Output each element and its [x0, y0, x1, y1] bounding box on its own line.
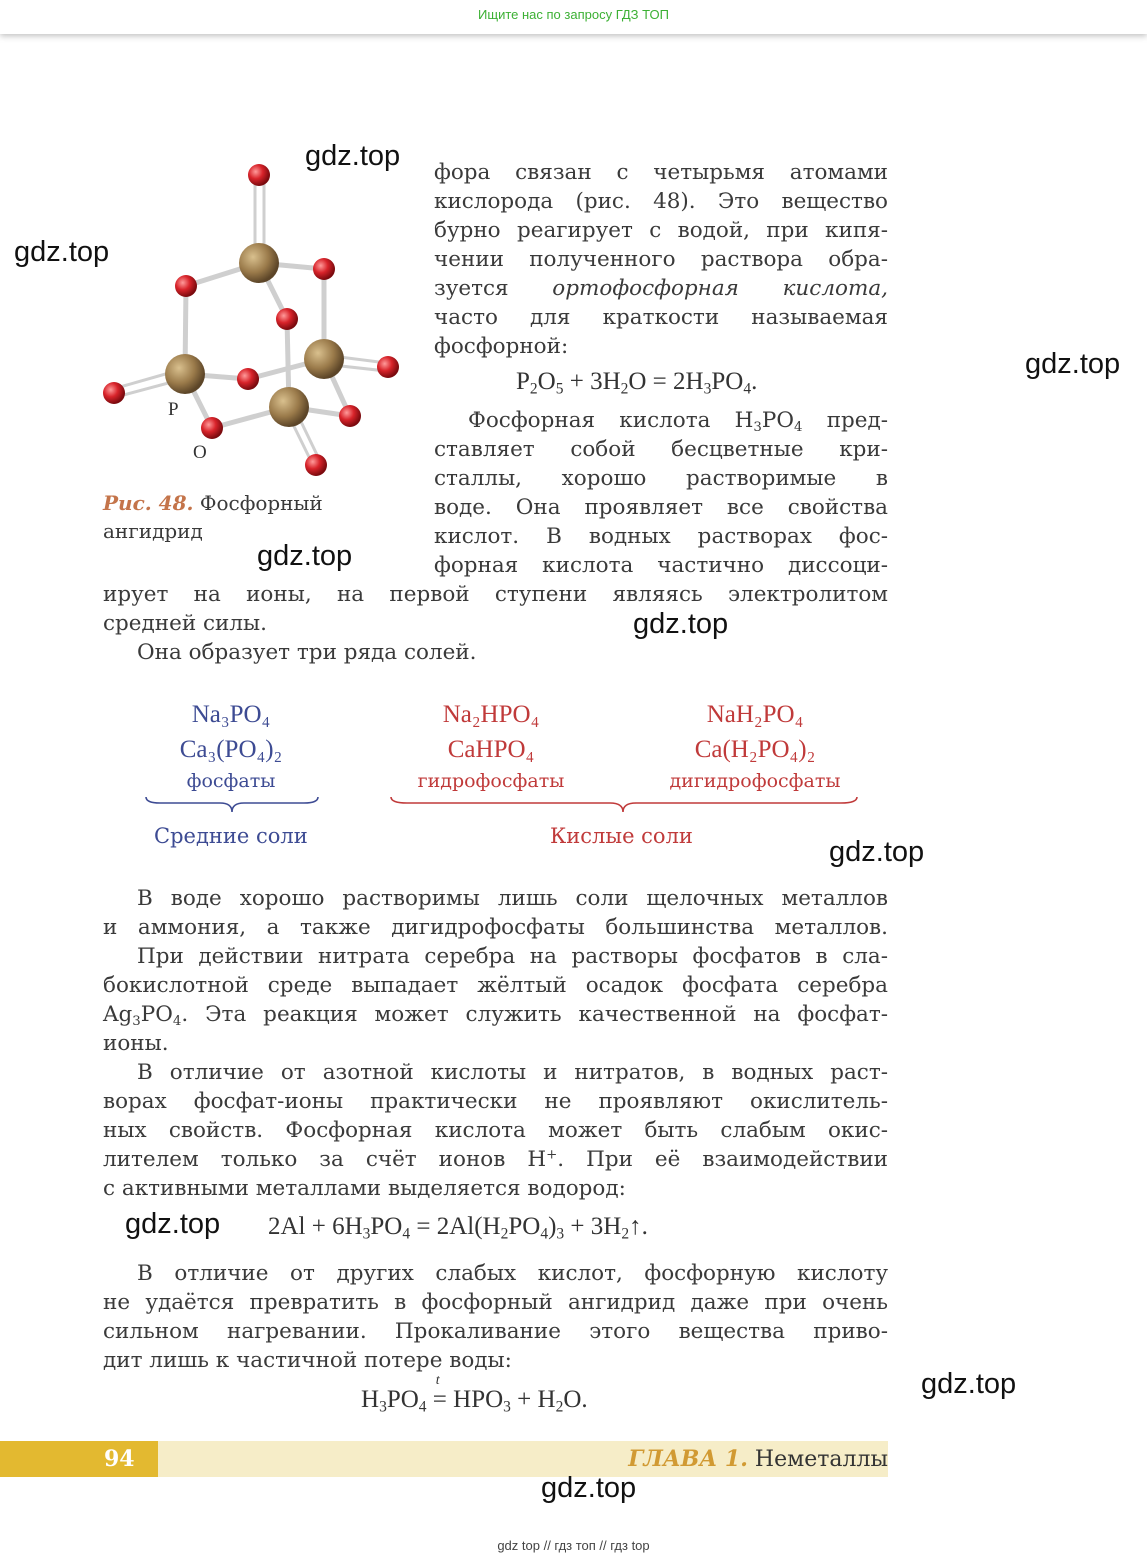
chapter-title: Неметаллы [754, 1447, 888, 1472]
text-line: зуется ортофосфорная кислота, [434, 276, 888, 301]
caption-line1: Фосфорный [199, 491, 323, 515]
chapter-label: ГЛАВА 1. [628, 1446, 748, 1472]
paragraph-1 [434, 158, 888, 361]
oxygen-atom [248, 164, 270, 186]
text-line: ставляет собой бесцветные кри- [434, 437, 888, 462]
text-line: Она образует три ряда солей. [137, 640, 477, 665]
text-line: $Ag_3PO_4$. Эта реакция может служить качественной на фосфат- [103, 1002, 888, 1029]
text-line: средней силы. [103, 611, 267, 636]
watermark: gdz.top [257, 540, 353, 572]
text-line: В воде хорошо растворимы лишь соли щелочных металлов [137, 886, 888, 911]
paragraph-2-cont [103, 580, 888, 667]
text-line: сталлы, хорошо растворимые в [434, 466, 888, 491]
text-line: В отличие от других слабых кислот, фосфорную кислоту [137, 1261, 888, 1286]
text-line: бокислотной среде выпадает жёлтый осадок фосфата серебра [103, 973, 888, 998]
oxygen-atom [313, 258, 335, 280]
text-line: бурно реагирует с водой, при кипя- [434, 218, 888, 243]
text-line: воде. Она проявляет все свойства [434, 495, 888, 520]
text-line: лителем только за счёт ионов H+. При её взаимодействии [103, 1147, 888, 1172]
text-line: Фосфорная кислота $H_3PO_4$ пред- [468, 408, 889, 435]
footer-chapter [628, 1441, 888, 1477]
equation-aluminium: $2Al + 6H_3PO_4 = 2Al(H_2PO_4)_3$ + $3H_2↑$. [268, 1213, 648, 1243]
salt-dihydro [650, 697, 860, 795]
text-line: При действии нитрата серебра на растворы фосфатов в сла- [137, 944, 888, 969]
oxygen-atom [103, 382, 125, 404]
paragraph-4 [103, 884, 888, 1203]
top-banner [0, 0, 1147, 34]
salt-name: гидрофосфаты [417, 770, 565, 792]
equation-heating: $H_3PO_4$ = t $HPO_3 + H_2O$. [361, 1373, 588, 1416]
brace-acid [385, 794, 865, 816]
label-o: O [193, 442, 207, 463]
paragraph-2 [434, 406, 888, 580]
oxygen-atom [339, 405, 361, 427]
phosphorus-anhydride-figure [95, 150, 415, 490]
text-line: часто для краткости называемая [434, 305, 888, 330]
text-line: ворах фосфат-ионы практически не проявляют окислитель- [103, 1089, 888, 1114]
phosphorus-atom [269, 387, 309, 427]
watermark: gdz.top [541, 1472, 637, 1504]
text-line: фора связан с четырьмя атомами [434, 160, 888, 185]
oxygen-atom [237, 368, 259, 390]
group-acid-salts: Кислые соли [550, 824, 693, 848]
text-line: ирует на ионы, на первой ступени являясь электролитом [103, 582, 888, 607]
formula: NaH₂PO₄ [706, 701, 804, 728]
text-line: фосфорной: [434, 334, 569, 359]
salt-medium [146, 697, 316, 795]
text-line: ных свойств. Фосфорная кислота может быть слабым окис- [103, 1118, 888, 1143]
oxygen-atom [175, 275, 197, 297]
oxygen-atom [305, 454, 327, 476]
caption-line2: ангидрид [103, 519, 203, 543]
formula: Na₃PO₄ [191, 701, 271, 728]
oxygen-atom [201, 417, 223, 439]
text-line: кислорода (рис. 48). Это вещество [434, 189, 888, 214]
formula: Na₂HPO₄ [442, 701, 540, 728]
orthophosphoric-acid-term: ортофосфорная кислота, [552, 276, 888, 301]
oxygen-atom [377, 356, 399, 378]
text-line: ионы. [103, 1031, 169, 1056]
watermark: gdz.top [125, 1208, 221, 1240]
text-line: кислот. В водных растворах фос- [434, 524, 888, 549]
watermark: gdz.top [305, 140, 401, 172]
group-medium-salts: Средние соли [154, 824, 308, 848]
oxygen-atoms [103, 164, 399, 476]
salt-hydro [391, 697, 591, 795]
equation-p2o5: $P_2O_5 + 3H_2O = 2H_3PO_4$. [516, 368, 758, 398]
paragraph-7 [103, 1259, 888, 1375]
page-number: 94 [0, 1441, 158, 1477]
bottom-links[interactable]: gdz top // гдз топ // гдз top [497, 1538, 650, 1553]
text-line: чении полученного раствора обра- [434, 247, 888, 272]
salt-name: фосфаты [186, 770, 276, 792]
heat-label: t [435, 1373, 440, 1388]
brace-medium [140, 794, 325, 816]
figure-caption [103, 489, 323, 545]
watermark: gdz.top [14, 236, 110, 268]
watermark: gdz.top [633, 608, 729, 640]
salt-name: дигидрофосфаты [669, 770, 841, 792]
phosphorus-atom [165, 354, 205, 394]
phosphorus-atom [304, 339, 344, 379]
text-line: и аммония, а также дигидрофосфаты большинства металлов. [103, 915, 888, 940]
watermark: gdz.top [1025, 348, 1121, 380]
formula: CaHPO₄ [447, 736, 535, 763]
text-line: форная кислота частично диссоци- [434, 553, 888, 578]
formula: Ca(H₂PO₄)₂ [694, 736, 816, 763]
text-line: не удаётся превратить в фосфорный ангидрид даже при очень [103, 1290, 888, 1315]
formula: Ca₃(PO₄)₂ [179, 736, 283, 763]
top-banner-text: Ищите нас по запросу ГДЗ ТОП [478, 7, 669, 22]
text-line: В отличие от азотной кислоты и нитратов, в водных раст- [137, 1060, 888, 1085]
oxygen-atom [276, 308, 298, 330]
watermark: gdz.top [921, 1368, 1017, 1400]
text-line: дит лишь к частичной потере воды: [103, 1348, 512, 1373]
watermark: gdz.top [829, 836, 925, 868]
text-line: с активными металлами выделяется водород: [103, 1176, 626, 1201]
caption-label: Рис. 48. [103, 491, 194, 515]
label-p: P [168, 399, 179, 420]
text-line: сильном нагревании. Прокаливание этого вещества приво- [103, 1319, 888, 1344]
phosphorus-atom [239, 243, 279, 283]
